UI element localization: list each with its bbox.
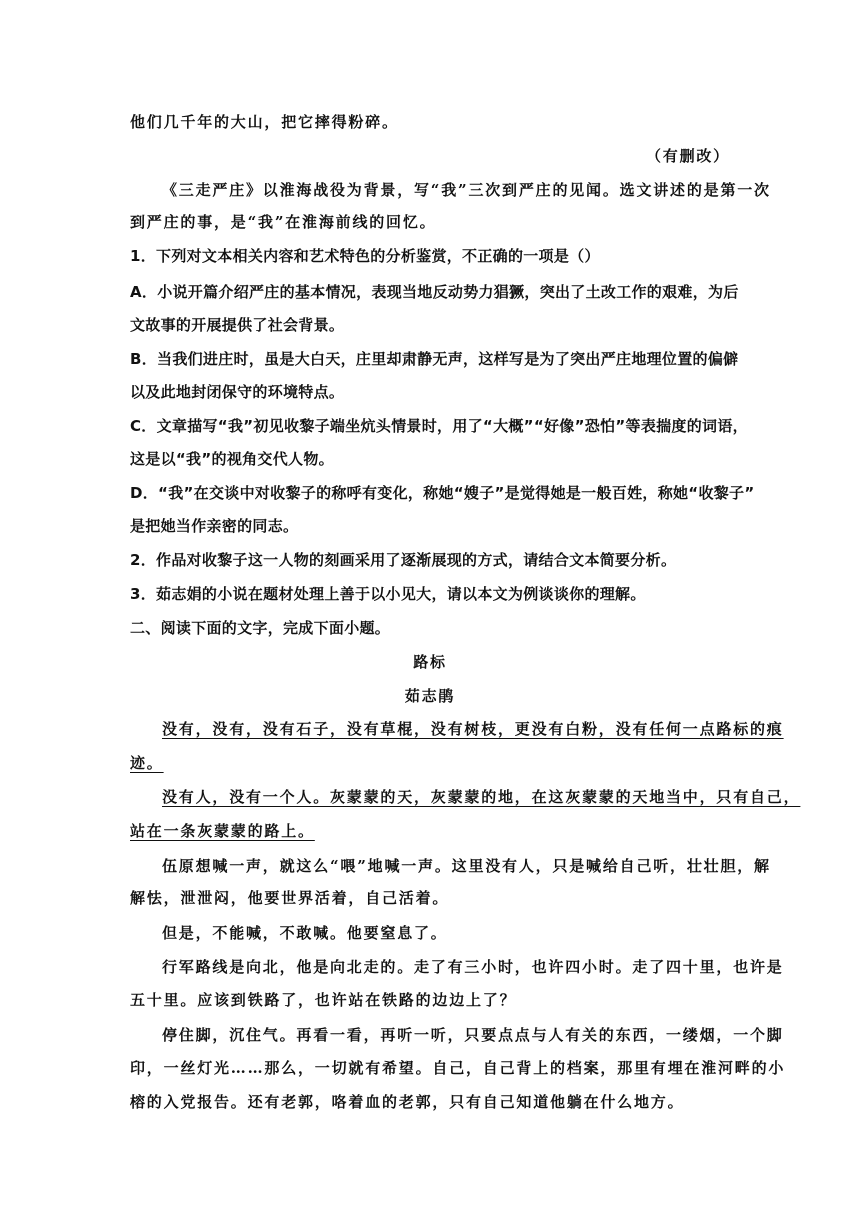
section-heading: 二、阅读下面的文字，完成下面小题。 [130,619,391,637]
option-c: C．文章描写“我”初见收黎子端坐炕头情景时，用了“大概”“好像”恐怕”等表揣度的词语， [130,417,748,435]
passage-paragraph: 印，一丝灯光……那么，一切就有希望。自己，自己背上的档案，那里有埋在淮河畔的小 [130,1059,786,1077]
option-d-cont: 是把她当作亲密的同志。 [130,517,299,535]
source-note: （有删改） [645,147,730,165]
passage-paragraph-underlined: 没有人，没有一个人。灰蒙蒙的天，灰蒙蒙的地，在这灰蒙蒙的天地当中，只有自己， [162,788,801,806]
passage-author: 茹志鹃 [404,687,456,705]
passage-paragraph-underlined: 迹。 [130,754,164,772]
intro-line: 到严庄的事，是“我”在淮海前线的回忆。 [130,213,437,231]
question-3: 3．茹志娟的小说在题材处理上善于以小见大，请以本文为例谈谈你的理解。 [130,585,646,603]
intro-line: 《三走严庄》以淮海战役为背景，写“我”三次到严庄的见闻。选文讲述的是第一次 [162,181,771,199]
option-b: B．当我们进庄时，虽是大白天，庄里却肃静无声，这样写是为了突出严庄地理位置的偏僻 [130,350,739,368]
passage-paragraph: 解怯，泄泄闷，他要世界活着，自己活着。 [130,889,450,907]
passage-paragraph-underlined: 没有，没有，没有石子，没有草棍，没有树枝，更没有白粉，没有任何一点路标的痕 [162,720,784,738]
passage-paragraph: 榕的入党报告。还有老郭，咯着血的老郭，只有自己知道他躺在什么地方。 [130,1093,685,1111]
option-a: A．小说开篇介绍严庄的基本情况，表现当地反动势力猖獗，突出了土改工作的艰难，为后 [130,283,739,301]
passage-paragraph: 行军路线是向北，他是向北走的。走了有三小时，也许四小时。走了四十里，也许是 [162,958,784,976]
previous-passage-last-line: 他们几千年的大山，把它摔得粉碎。 [130,113,399,131]
passage-paragraph: 但是，不能喊，不敢喊。他要窒息了。 [162,924,448,942]
passage-title: 路标 [413,653,447,671]
question-2: 2．作品对收黎子这一人物的刻画采用了逐渐展现的方式，请结合文本简要分析。 [130,551,677,569]
option-c-cont: 这是以“我”的视角交代人物。 [130,450,334,468]
question-1-stem: 1．下列对文本相关内容和艺术特色的分析鉴赏，不正确的一项是（） [130,247,600,265]
option-d: D．“我”在交谈中对收黎子的称呼有变化，称她“嫂子”是觉得她是一般百姓，称她“收黎子” [130,484,755,502]
passage-paragraph: 伍原想喊一声，就这么“喂”地喊一声。这里没有人，只是喊给自己听，壮壮胆，解 [162,857,771,875]
passage-paragraph-underlined: 站在一条灰蒙蒙的路上。 [130,822,315,840]
passage-paragraph: 停住脚，沉住气。再看一看，再听一听，只要点点与人有关的东西，一缕烟，一个脚 [162,1026,784,1044]
option-b-cont: 以及此地封闭保守的环境特点。 [130,383,345,401]
option-a-cont: 文故事的开展提供了社会背景。 [130,316,345,334]
passage-paragraph: 五十里。应该到铁路了，也许站在铁路的边边上了？ [130,991,517,1009]
